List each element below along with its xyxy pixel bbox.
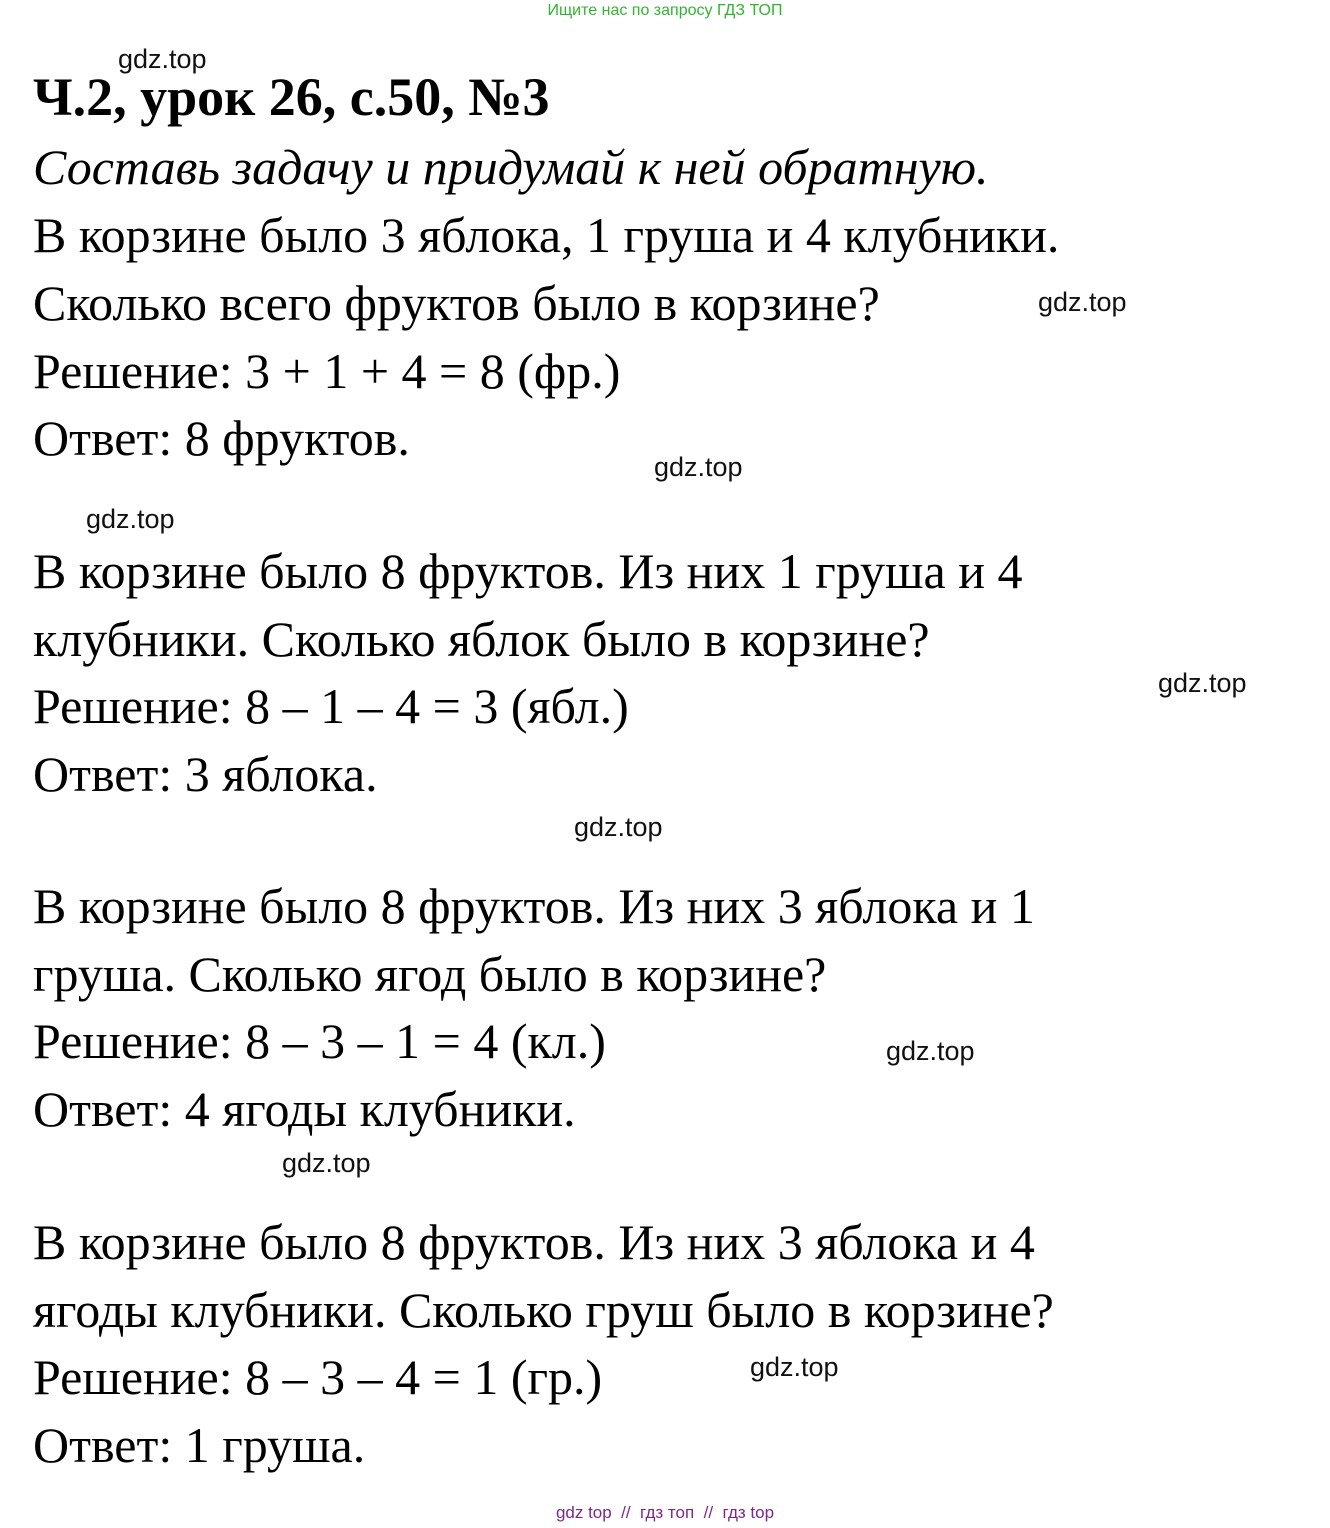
watermark: gdz.top: [86, 504, 175, 534]
footer-links: gdz top // гдз топ // гдз top: [555, 1503, 775, 1522]
problem-4-answer: Ответ: 1 груша.: [33, 1417, 366, 1473]
problem-4-line-1: В корзине было 8 фруктов. Из них 3 яблока и 4: [33, 1214, 1035, 1270]
top-banner: Ищите нас по запросу ГДЗ ТОП: [547, 2, 783, 19]
task-instruction: Составь задачу и придумай к ней обратную.: [33, 139, 989, 195]
watermark: gdz.top: [750, 1352, 839, 1382]
problem-1-answer: Ответ: 8 фруктов.: [33, 410, 410, 466]
problem-3-solution: Решение: 8 – 3 – 1 = 4 (кл.): [33, 1013, 606, 1069]
problem-3-line-1: В корзине было 8 фруктов. Из них 3 яблока и 1: [33, 878, 1035, 934]
problem-2-solution: Решение: 8 – 1 – 4 = 3 (ябл.): [33, 678, 629, 734]
watermark: gdz.top: [118, 44, 207, 74]
problem-3-answer: Ответ: 4 ягоды клубники.: [33, 1081, 576, 1137]
watermark: gdz.top: [282, 1148, 371, 1178]
problem-4-solution: Решение: 8 – 3 – 4 = 1 (гр.): [33, 1349, 603, 1405]
watermark: gdz.top: [1038, 287, 1127, 317]
problem-1-solution: Решение: 3 + 1 + 4 = 8 (фр.): [33, 343, 621, 399]
problem-3-line-2: груша. Сколько ягод было в корзине?: [33, 946, 827, 1002]
page-title: Ч.2, урок 26, с.50, №3: [33, 67, 550, 127]
watermark: gdz.top: [886, 1036, 975, 1066]
problem-2-line-2: клубники. Сколько яблок было в корзине?: [33, 611, 930, 667]
problem-2-answer: Ответ: 3 яблока.: [33, 746, 378, 802]
problem-4-line-2: ягоды клубники. Сколько груш было в корзине?: [33, 1282, 1054, 1338]
watermark: gdz.top: [1158, 668, 1247, 698]
problem-2-line-1: В корзине было 8 фруктов. Из них 1 груша и 4: [33, 543, 1023, 599]
watermark: gdz.top: [574, 812, 663, 842]
watermark: gdz.top: [654, 452, 743, 482]
problem-1-line-2: Сколько всего фруктов было в корзине?: [33, 275, 880, 331]
problem-1-line-1: В корзине было 3 яблока, 1 груша и 4 клубники.: [33, 207, 1060, 263]
